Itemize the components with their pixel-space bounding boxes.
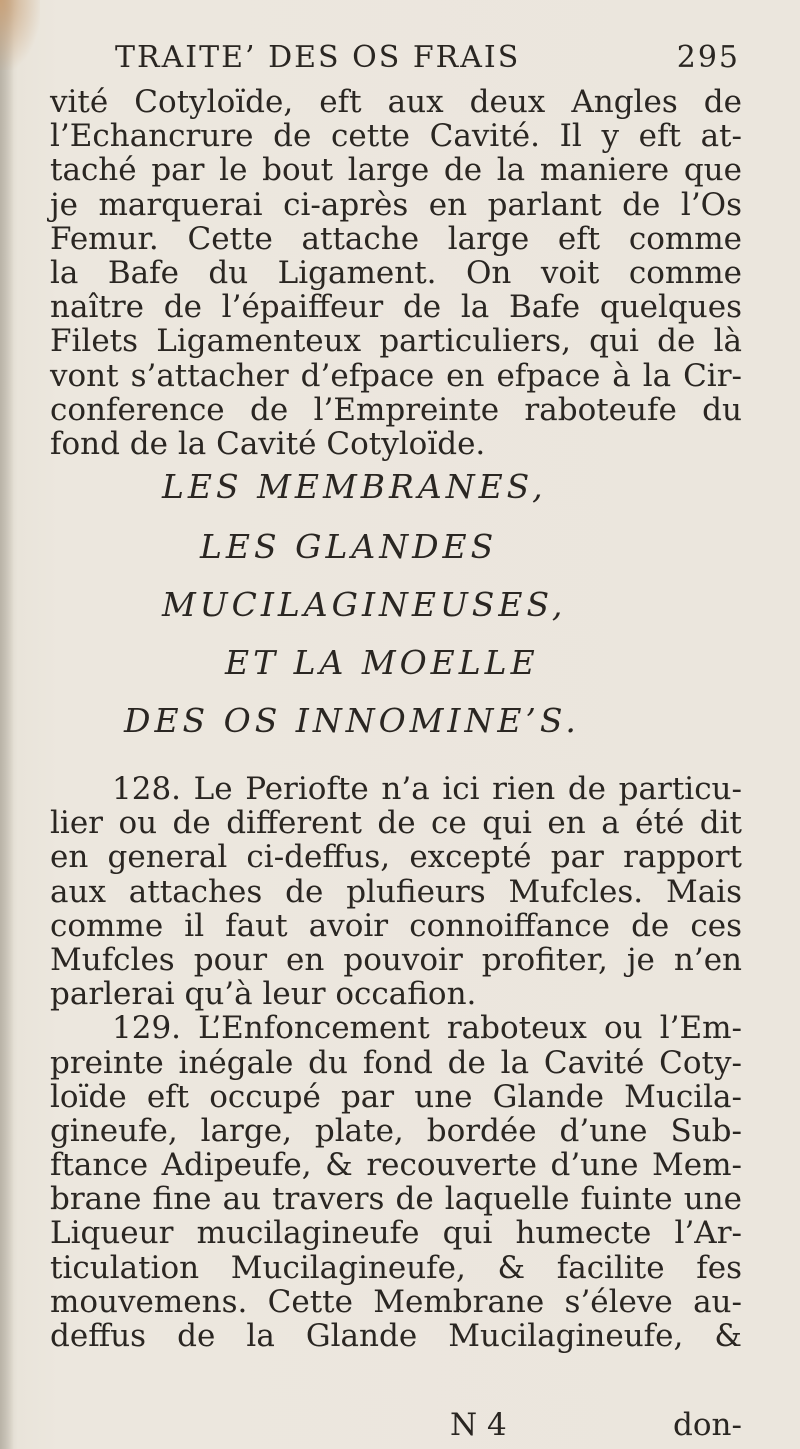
text-line: loïde eft occupé par une Glande Mucila-	[50, 1078, 742, 1115]
text-line: fond de la Cavité Cotyloïde.	[50, 425, 486, 462]
heading-line: DES OS INNOMINE’S.	[124, 701, 580, 740]
heading-line: MUCILAGINEUSES,	[162, 585, 567, 624]
text-line: brane fine au travers de laquelle fuinte une	[50, 1181, 742, 1218]
text-line: lier ou de different de ce qui en a été dit	[50, 805, 742, 842]
heading-line: LES MEMBRANES,	[162, 467, 547, 506]
text-line: ftance Adipeufe, & recouverte d’une Mem-	[50, 1147, 742, 1184]
text-line: vité Cotyloïde, eft aux deux Angles de	[50, 84, 742, 120]
text-line: taché par le bout large de la maniere que	[50, 152, 742, 189]
text-line: Mufcles pour en pouvoir profiter, je n’en	[50, 941, 742, 978]
paragraph-1	[50, 85, 742, 461]
heading-line: LES GLANDES	[200, 527, 498, 566]
page-footer	[50, 1407, 742, 1447]
text-line: Femur. Cette attache large eft comme	[50, 220, 742, 257]
text-line: la Bafe du Ligament. On voit comme	[50, 254, 742, 291]
text-line: deffus de la Glande Mucilagineufe, &	[50, 1318, 742, 1354]
text-line: vont s’attacher d’efpace en efpace à la Cir-	[50, 357, 742, 394]
paragraph-2-and-3	[50, 772, 742, 1353]
signature-mark: N 4	[450, 1407, 507, 1443]
text-line: ticulation Mucilagineufe, & facilite fes	[50, 1249, 742, 1286]
text-line: en general ci-deffus, excepté par rapport	[50, 839, 742, 876]
text-line: mouvemens. Cette Membrane s’éleve au-	[50, 1283, 742, 1320]
text-line: naître de l’épaiffeur de la Bafe quelques	[50, 289, 742, 326]
text-line: comme il faut avoir connoiffance de ces	[50, 907, 742, 944]
text-line: aux attaches de plufieurs Mufcles. Mais	[50, 873, 742, 910]
text-line: conference de l’Empreinte raboteufe du	[50, 391, 742, 428]
text-line: 128. Le Periofte n’a ici rien de particu-	[112, 771, 742, 807]
running-head	[115, 40, 740, 80]
text-line: parlerai qu’à leur occafion.	[50, 976, 477, 1013]
text-line: Liqueur mucilagineufe qui humecte l’Ar-	[50, 1215, 742, 1252]
running-head-title: TRAITE’ DES OS FRAIS	[115, 40, 521, 75]
text-line: l’Echancrure de cette Cavité. Il y eft at-	[50, 118, 742, 155]
catchword: don-	[673, 1407, 742, 1443]
page-number: 295	[676, 40, 740, 75]
heading-line: ET LA MOELLE	[225, 643, 539, 682]
text-line: gineufe, large, plate, bordée d’une Sub-	[50, 1112, 742, 1149]
text-line: 129. L’Enfoncement raboteux ou l’Em-	[112, 1010, 742, 1047]
text-line: Filets Ligamenteux particuliers, qui de là	[50, 323, 742, 360]
text-line: preinte inégale du fond de la Cavité Coty-	[50, 1044, 742, 1081]
text-line: je marquerai ci-après en parlant de l’Os	[50, 186, 742, 223]
page-gutter-shadow	[0, 0, 14, 1449]
corner-stain	[0, 0, 40, 70]
